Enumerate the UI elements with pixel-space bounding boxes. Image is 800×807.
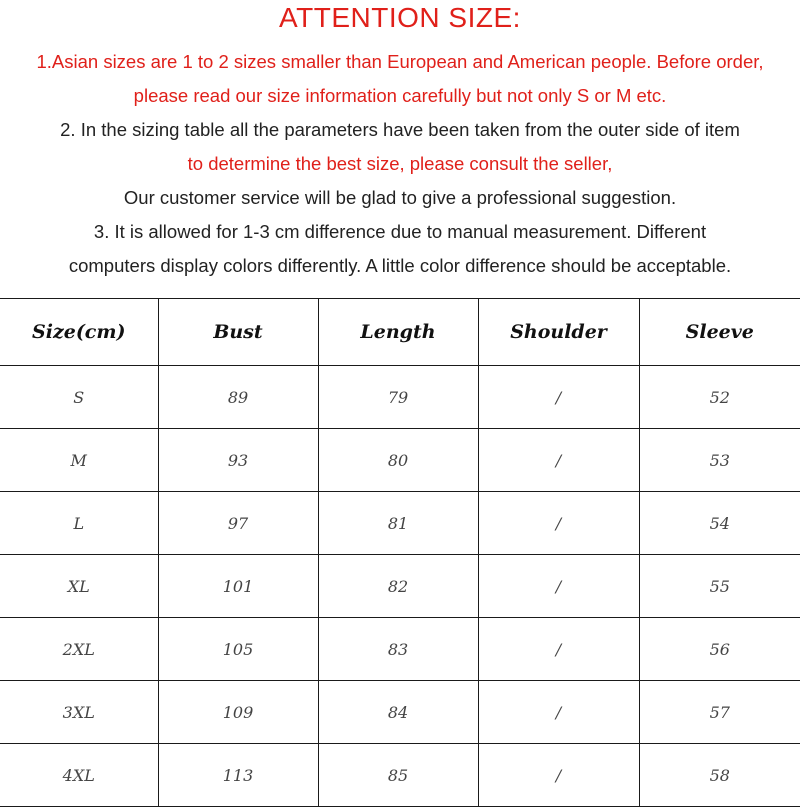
cell-bust: 101 (158, 555, 318, 618)
cell-length: 83 (318, 618, 478, 681)
header-length: Length (318, 299, 478, 366)
table-row (0, 366, 800, 429)
cell-size: S (0, 366, 158, 429)
cell-length: 80 (318, 429, 478, 492)
table-row (0, 555, 800, 618)
cell-sleeve: 57 (639, 681, 800, 744)
cell-bust: 89 (158, 366, 318, 429)
cell-size: 4XL (0, 744, 158, 807)
size-notice (0, 0, 800, 296)
table-row (0, 618, 800, 681)
table-row (0, 492, 800, 555)
notice-line-5: Our customer service will be glad to give a professional suggestion. (123, 187, 677, 208)
header-sleeve: Sleeve (639, 299, 800, 366)
cell-sleeve: 56 (639, 618, 800, 681)
table-row (0, 429, 800, 492)
cell-shoulder: / (478, 429, 639, 492)
cell-length: 84 (318, 681, 478, 744)
notice-line-4: to determine the best size, please consult the seller, (187, 153, 613, 174)
cell-shoulder: / (478, 492, 639, 555)
cell-sleeve: 53 (639, 429, 800, 492)
notice-line-1: 1.Asian sizes are 1 to 2 sizes smaller than European and American people. Before order, (36, 51, 764, 72)
cell-bust: 105 (158, 618, 318, 681)
header-size: Size(cm) (0, 299, 158, 366)
notice-line-3: 2. In the sizing table all the parameters have been taken from the outer side of item (60, 119, 740, 140)
cell-sleeve: 54 (639, 492, 800, 555)
cell-bust: 109 (158, 681, 318, 744)
cell-size: 2XL (0, 618, 158, 681)
cell-sleeve: 55 (639, 555, 800, 618)
table-row (0, 744, 800, 807)
notice-title: ATTENTION SIZE: (279, 2, 521, 33)
cell-size: M (0, 429, 158, 492)
header-bust: Bust (158, 299, 318, 366)
cell-shoulder: / (478, 681, 639, 744)
cell-shoulder: / (478, 366, 639, 429)
size-table (0, 298, 800, 807)
notice-line-7: computers display colors differently. A little color difference should be acceptable. (68, 255, 732, 276)
cell-size: XL (0, 555, 158, 618)
cell-bust: 113 (158, 744, 318, 807)
cell-shoulder: / (478, 618, 639, 681)
table-row (0, 681, 800, 744)
cell-bust: 93 (158, 429, 318, 492)
cell-sleeve: 52 (639, 366, 800, 429)
cell-sleeve: 58 (639, 744, 800, 807)
cell-size: 3XL (0, 681, 158, 744)
cell-length: 85 (318, 744, 478, 807)
cell-shoulder: / (478, 744, 639, 807)
notice-line-6: 3. It is allowed for 1-3 cm difference due to manual measurement. Different (93, 221, 707, 242)
cell-length: 81 (318, 492, 478, 555)
header-shoulder: Shoulder (478, 299, 639, 366)
cell-length: 79 (318, 366, 478, 429)
cell-shoulder: / (478, 555, 639, 618)
notice-line-2: please read our size information carefully but not only S or M etc. (133, 85, 667, 106)
cell-bust: 97 (158, 492, 318, 555)
cell-size: L (0, 492, 158, 555)
table-header-row (0, 299, 800, 366)
cell-length: 82 (318, 555, 478, 618)
